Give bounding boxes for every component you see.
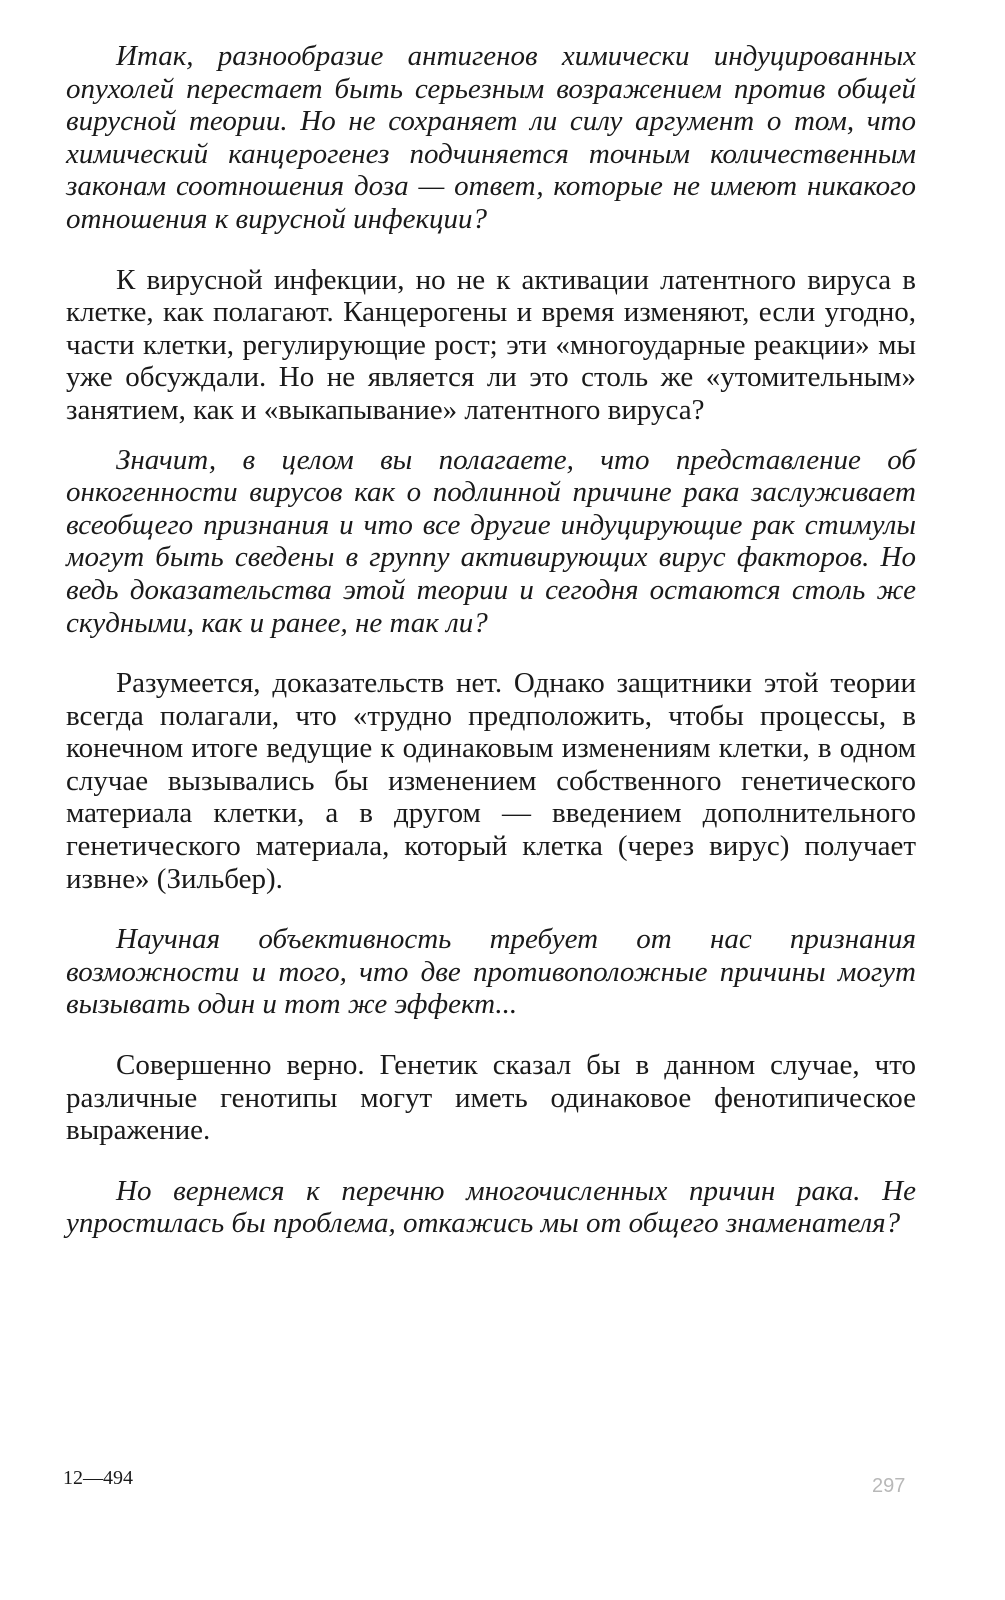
answer-paragraph: Разумеется, доказательств нет. Однако защитники этой теории всегда полагали, что «трудно предположить, чтобы процессы, в конечном итоге ведущие к одинаковым изменениям клетки, в одном случае вызывались бы изменением собственного генетического материала клетки, а в другом — введением дополнительного генетического материала, который клетка (через вирус) получает извне» (Зильбер). bbox=[66, 667, 916, 895]
page-number: 297 bbox=[872, 1475, 906, 1497]
question-paragraph: Но вернемся к перечню многочисленных причин рака. Не упростилась бы проблема, откажись мы от общего знаменателя? bbox=[66, 1174, 916, 1240]
question-paragraph: Итак, разнообразие антигенов химически индуцированных опухолей перестает быть серьезным возражением против общей вирусной теории. Но не сохраняет ли силу аргумент о том, что химический канцерогенез подчиняется точным количественным законам соотношения доза — ответ, которые не имеют никакого отношения к вирусной инфекции? bbox=[66, 40, 916, 235]
answer-paragraph: К вирусной инфекции, но не к активации латентного вируса в клетке, как полагают. Канцерогены и время изменяют, если угодно, части клетки, регулирующие рост; эти «многоударные реакции» мы уже обсуждали. Но не является ли это столь же «утомительным» занятием, как и «выкапывание» латентного вируса? bbox=[66, 263, 916, 426]
page-body bbox=[66, 40, 916, 1240]
question-paragraph: Значит, в целом вы полагаете, что представление об онкогенности вирусов как о подлинной причине рака заслуживает всеобщего признания и что все другие индуцирующие рак стимулы могут быть сведены в группу активирующих вирус факторов. Но ведь доказательства этой теории и сегодня остаются столь же скудными, как и ранее, не так ли? bbox=[66, 443, 916, 639]
answer-paragraph: Совершенно верно. Генетик сказал бы в данном случае, что различные генотипы могут иметь одинаковое фенотипическое выражение. bbox=[66, 1049, 916, 1147]
question-paragraph: Научная объективность требует от нас признания возможности и того, что две противоположные причины могут вызывать один и тот же эффект... bbox=[66, 923, 916, 1021]
signature-code: 12—494 bbox=[63, 1467, 133, 1489]
